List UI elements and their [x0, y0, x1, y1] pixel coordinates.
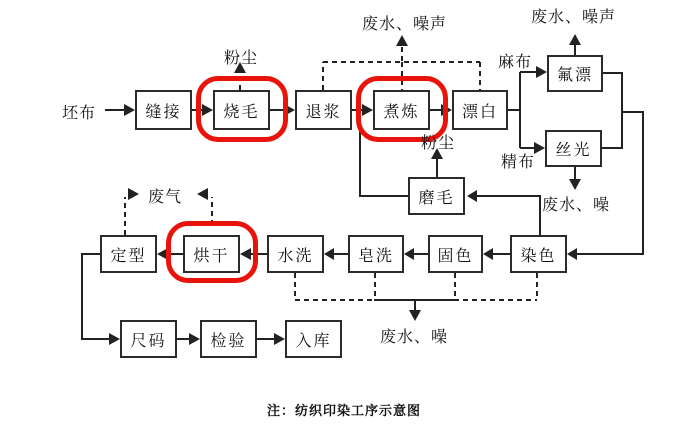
node-desizing: 退浆 — [295, 90, 352, 130]
node-color-fixing: 固色 — [428, 235, 483, 273]
node-fluorine-bleaching: 氟漂 — [547, 55, 603, 92]
node-inspection: 检验 — [200, 320, 257, 358]
label-dust-sanding: 粉尘 — [421, 135, 456, 152]
node-soaping: 皂洗 — [348, 235, 404, 273]
node-setting: 定型 — [100, 235, 157, 273]
node-drying: 烘干 — [183, 235, 240, 273]
diagram-caption: 注：纺织印染工序示意图 — [267, 403, 422, 418]
label-wastewater-noise-mercerizing: 废水、噪 — [542, 197, 611, 214]
node-sanding: 磨毛 — [408, 177, 465, 215]
node-dyeing: 染色 — [510, 235, 567, 273]
label-linen: 麻布 — [498, 54, 533, 71]
label-raw-fabric: 坯布 — [62, 105, 97, 122]
node-sizing: 尺码 — [120, 320, 177, 358]
node-bleaching: 漂白 — [452, 90, 508, 130]
node-water-washing: 水洗 — [267, 235, 324, 273]
node-scouring: 煮炼 — [373, 90, 430, 130]
label-refined-fabric: 精布 — [501, 154, 536, 171]
node-sewing: 缝接 — [135, 90, 192, 130]
label-wastewater-noise-top: 废水、噪声 — [362, 16, 448, 33]
label-wastewater-noise-topright: 废水、噪声 — [531, 9, 617, 26]
node-mercerizing: 丝光 — [545, 130, 602, 167]
label-waste-gas: 废气 — [148, 189, 183, 206]
label-dust-singeing: 粉尘 — [224, 50, 259, 67]
node-warehousing: 入库 — [285, 320, 342, 358]
label-wastewater-noise-bottom: 废水、噪 — [380, 329, 449, 346]
node-singeing: 烧毛 — [213, 90, 270, 130]
